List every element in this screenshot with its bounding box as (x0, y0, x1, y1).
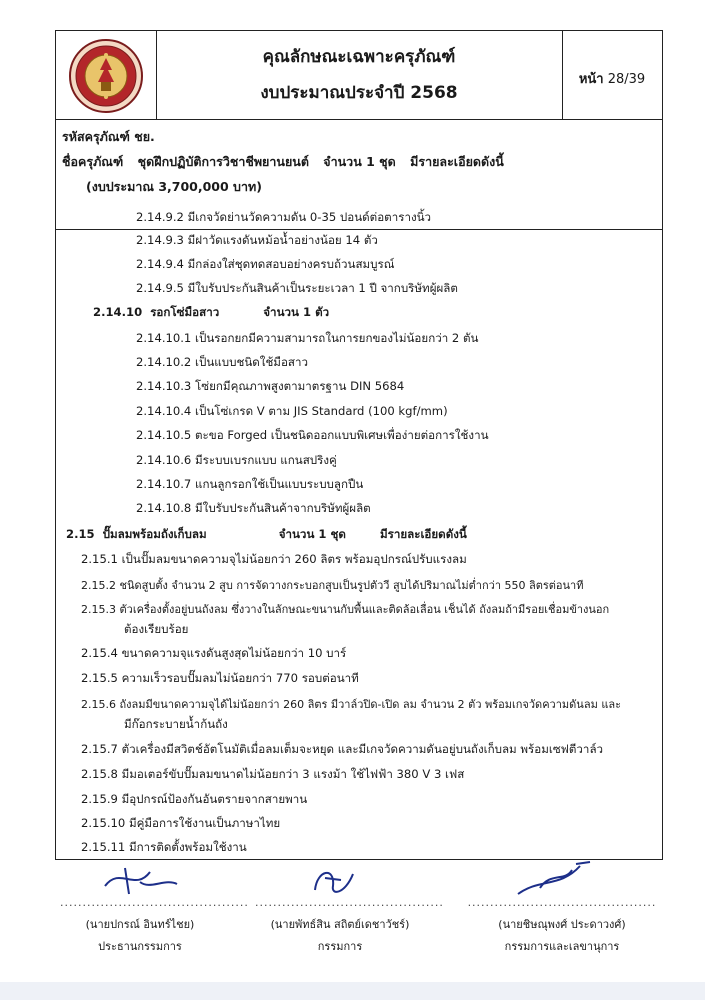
signature-line: .......................................... (255, 896, 444, 909)
spec-number: 2.14.10.6 (136, 453, 192, 467)
spec-line (81, 670, 359, 688)
spec-number: 2.15.1 (81, 552, 118, 566)
spec-text: ถังลมมีขนาดความจุได้ไม่น้อยกว่า 260 ลิตร มีวาล์วปิด-เปิด ลม จำนวน 2 ตัว พร้อมเกจวัดความดันลม และ (119, 698, 622, 711)
spec-text: มีกล่องใส่ชุดทดสอบอย่างครบถ้วนสมบูรณ์ (187, 257, 395, 271)
section-number: 2.15 (66, 527, 95, 541)
signature-block-chair (60, 896, 249, 955)
spec-number: 2.14.10.4 (136, 404, 192, 418)
spec-line (136, 280, 458, 298)
spec-line (136, 452, 337, 470)
spec-text: มีระบบเบรกแบบ แกนสปริงคู่ (195, 453, 337, 467)
spec-number: 2.14.9.2 (136, 210, 184, 224)
signature-line: .......................................... (60, 896, 249, 909)
spec-line (81, 600, 609, 618)
spec-text: ตะขอ Forged เป็นชนิดออกแบบพิเศษเพื่อง่ายต่อการใช้งาน (195, 428, 489, 442)
item-detail-label: มีรายละเอียดดังนี้ (410, 154, 504, 169)
spec-text: ตัวเครื่องมีสวิตช์อัตโนมัติเมื่อลมเต็มจะหยุด และมีเกจวัดความดันอยู่บนถังเก็บลม พร้อมเซฟตีวาล์ว (121, 742, 604, 756)
spec-line (136, 330, 478, 348)
spec-text: เป็นรอกยกมีความสามารถในการยกของไม่น้อยกว่า 2 ตัน (195, 331, 479, 345)
page-value: 28/39 (607, 72, 646, 87)
spec-text: มีอุปกรณ์ป้องกันอันตรายจากสายพาน (121, 792, 308, 806)
section-detail-label: มีรายละเอียดดังนี้ (379, 527, 467, 541)
item-quantity: จำนวน 1 ชุด (323, 154, 396, 169)
spec-text: เป็นโซ่เกรด V ตาม JIS Standard (100 kgf/mm) (195, 404, 448, 418)
spec-line (81, 645, 346, 663)
spec-text: โซ่ยกมีคุณภาพสูงตามาตรฐาน DIN 5684 (195, 379, 405, 393)
spec-line (81, 791, 307, 809)
spec-number: 2.15.10 (81, 816, 126, 830)
spec-line (136, 403, 448, 421)
spec-number: 2.15.4 (81, 646, 118, 660)
spec-number: 2.15.2 (81, 579, 116, 592)
item-name-label: ชื่อครุภัณฑ์ (62, 154, 124, 169)
spec-text: ขนาดความจุแรงดันสูงสุดไม่น้อยกว่า 10 บาร์ (121, 646, 347, 660)
spec-text: มีใบรับประกันสินค้าจากบริษัทผู้ผลิต (195, 501, 371, 515)
document-header (56, 31, 662, 120)
spec-line (81, 741, 603, 759)
spec-text: มีมอเตอร์ขับปั๊มลมขนาดไม่น้อยกว่า 3 แรงม้า ใช้ไฟฟ้า 380 V 3 เฟส (121, 767, 465, 781)
spec-line (81, 815, 280, 833)
spec-text: เป็นแบบชนิดใช้มือสาว (195, 355, 309, 369)
spec-line-continued: ต้องเรียบร้อย (124, 622, 189, 636)
spec-number: 2.15.5 (81, 671, 118, 685)
signature-line: .......................................... (467, 896, 657, 909)
spec-text: เป็นปั๊มลมขนาดความจุไม่น้อยกว่า 260 ลิตร พร้อมอุปกรณ์ปรับแรงลม (121, 552, 467, 566)
spec-number: 2.15.11 (81, 840, 126, 854)
spec-line (81, 695, 621, 713)
spec-number: 2.15.3 (81, 603, 116, 616)
section-number: 2.14.10 (93, 305, 143, 319)
spec-line-continued: มีก๊อกระบายน้ำก้นถัง (124, 717, 228, 731)
signer-role: กรรมการและเลขานุการ (504, 940, 620, 953)
spec-text: ชนิดสูบตั้ง จำนวน 2 สูบ การจัดวางกระบอกสูบเป็นรูปตัววี สูบได้ปริมาณไม่ต่ำกว่า 550 ลิตรต่อนาที (119, 579, 584, 592)
spec-line (81, 839, 247, 857)
spec-number: 2.14.9.4 (136, 257, 184, 271)
signer-role: ประธานกรรมการ (98, 940, 182, 953)
signature-mark-1 (95, 862, 185, 898)
spec-number: 2.15.8 (81, 767, 118, 781)
document-title: คุณลักษณะเฉพาะครุภัณฑ์ (262, 47, 456, 67)
signer-name: (นายชิษณุพงศ์ ประดาวงศ์) (498, 918, 626, 931)
signature-block-member (255, 896, 444, 955)
spec-line (81, 576, 583, 594)
spec-number: 2.14.9.5 (136, 281, 184, 295)
signer-name: (นายพัทธ์สิน สถิตย์เดชาวัชร์) (270, 918, 410, 931)
spec-number: 2.15.9 (81, 792, 118, 806)
page-bottom-strip (0, 982, 705, 1000)
section-title: ปั๊มลมพร้อมถังเก็บลม (102, 527, 207, 541)
spec-number: 2.14.10.5 (136, 428, 192, 442)
page-number (562, 68, 662, 89)
spec-text: มีคู่มือการใช้งานเป็นภาษาไทย (128, 816, 281, 830)
spec-number: 2.15.7 (81, 742, 118, 756)
spec-number: 2.14.10.7 (136, 477, 192, 491)
section-title: รอกโซ่มือสาว (150, 305, 220, 319)
spec-text: มีใบรับประกันสินค้าเป็นระยะเวลา 1 ปี จากบริษัทผู้ผลิต (187, 281, 458, 295)
title-cell (156, 31, 563, 119)
item-name-value: ชุดฝึกปฏิบัติการวิชาชีพยานยนต์ (137, 154, 309, 169)
spec-number: 2.14.9.3 (136, 233, 184, 247)
spec-number: 2.14.10.2 (136, 355, 192, 369)
budget-year-title: งบประมาณประจำปี 2568 (260, 83, 458, 103)
item-code: รหัสครุภัณฑ์ ชย. (62, 129, 155, 144)
page-label: หน้า (578, 72, 604, 87)
spec-text: มีการติดตั้งพร้อมใช้งาน (128, 840, 247, 854)
spec-text: ความเร็วรอบปั๊มลมไม่น้อยกว่า 770 รอบต่อนาที (121, 671, 359, 685)
spec-line (136, 209, 431, 227)
spec-line (136, 378, 404, 396)
spec-line (136, 354, 308, 372)
spec-line (136, 256, 395, 274)
logo-cell (56, 31, 157, 119)
spec-text: แกนลูกรอกใช้เป็นแบบระบบลูกปืน (195, 477, 364, 491)
spec-line (136, 427, 489, 445)
spec-number: 2.15.6 (81, 698, 116, 711)
spec-line (81, 766, 464, 784)
section-heading (93, 304, 329, 322)
signer-name: (นายปกรณ์ อินทร์ไชย) (85, 918, 195, 931)
spec-text: มีฝาวัดแรงดันหม้อน้ำอย่างน้อย 14 ตัว (187, 233, 378, 247)
spec-text: มีเกจวัดย่านวัดความดัน 0-35 ปอนด์ต่อตารางนิ้ว (187, 210, 432, 224)
page-number-cell (562, 31, 662, 119)
spec-line (136, 500, 371, 518)
section-heading (66, 526, 467, 544)
spec-number: 2.14.10.1 (136, 331, 192, 345)
spec-text: ตัวเครื่องตั้งอยู่บนถังลม ซึ่งวางในลักษณะขนานกับพื้นและติดล้อเลื่อน เช็นได้ ถังลมถ้ามีรอยเชื่อมข้างนอก (119, 603, 610, 616)
item-name-line (62, 152, 514, 172)
section-quantity: จำนวน 1 ตัว (263, 305, 330, 319)
spec-line (136, 232, 378, 250)
spec-line (81, 551, 467, 569)
vocational-education-seal-icon (68, 38, 144, 114)
item-budget: (งบประมาณ 3,700,000 บาท) (86, 179, 262, 194)
signer-role: กรรมการ (317, 940, 363, 953)
spec-number: 2.14.10.3 (136, 379, 192, 393)
spec-number: 2.14.10.8 (136, 501, 192, 515)
section-quantity: จำนวน 1 ชุด (278, 527, 346, 541)
signature-block-secretary (462, 896, 662, 955)
document-frame (55, 30, 663, 860)
spec-line (136, 476, 363, 494)
